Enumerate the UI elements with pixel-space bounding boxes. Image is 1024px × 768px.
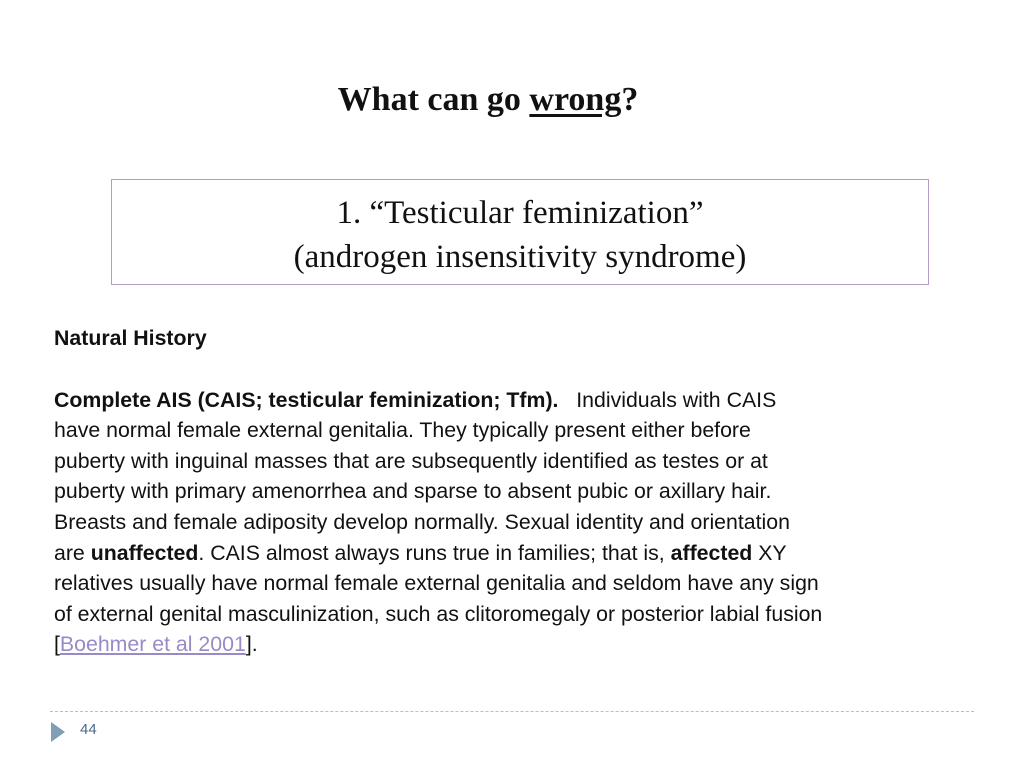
citation-link[interactable]: Boehmer et al 2001 [59,632,246,657]
paragraph-line-1-rest: Individuals with CAIS [576,387,777,412]
line-6-a: are [54,540,91,565]
subtitle-line-2: (androgen insensitivity syndrome) [293,239,747,275]
paragraph-lead: Complete AIS (CAIS; testicular feminization; Tfm). [54,387,559,412]
line-6-c: XY [752,540,787,565]
subtitle-box [111,179,929,285]
content-body [54,323,984,660]
citation-open-bracket: [ [54,632,60,657]
paragraph-line-7: relatives usually have normal female external genitalia and seldom have any sign [54,571,819,596]
line-6-b: . CAIS almost always runs true in families; that is, [198,540,671,565]
paragraph-line-1 [54,385,984,416]
paragraph-line-3: puberty with inguinal masses that are subsequently identified as testes or at [54,448,768,473]
footer-divider [50,711,974,712]
emphasis-unaffected: unaffected [90,540,199,565]
paragraph-line-9 [54,629,984,660]
title-suffix: ? [621,81,639,118]
paragraph-line-6 [54,538,984,569]
emphasis-affected: affected [670,540,753,565]
title-underlined-word: wrong [529,81,622,118]
paragraph-line-2: have normal female external genitalia. They typically present either before [54,418,751,443]
title-prefix: What can go [337,81,530,118]
citation-close: ]. [245,632,258,657]
body-paragraph [54,385,984,660]
paragraph-line-4: puberty with primary amenorrhea and sparse to absent pubic or axillary hair. [54,479,772,504]
triangle-right-icon [51,722,65,742]
paragraph-line-8: of external genital masculinization, such as clitoromegaly or posterior labial fusion [54,601,823,626]
page-number: 44 [80,721,97,738]
paragraph-line-5: Breasts and female adiposity develop normally. Sexual identity and orientation [54,509,790,534]
slide-title [0,80,976,120]
subtitle-line-1: 1. “Testicular feminization” [336,195,704,231]
section-heading: Natural History [54,326,207,350]
